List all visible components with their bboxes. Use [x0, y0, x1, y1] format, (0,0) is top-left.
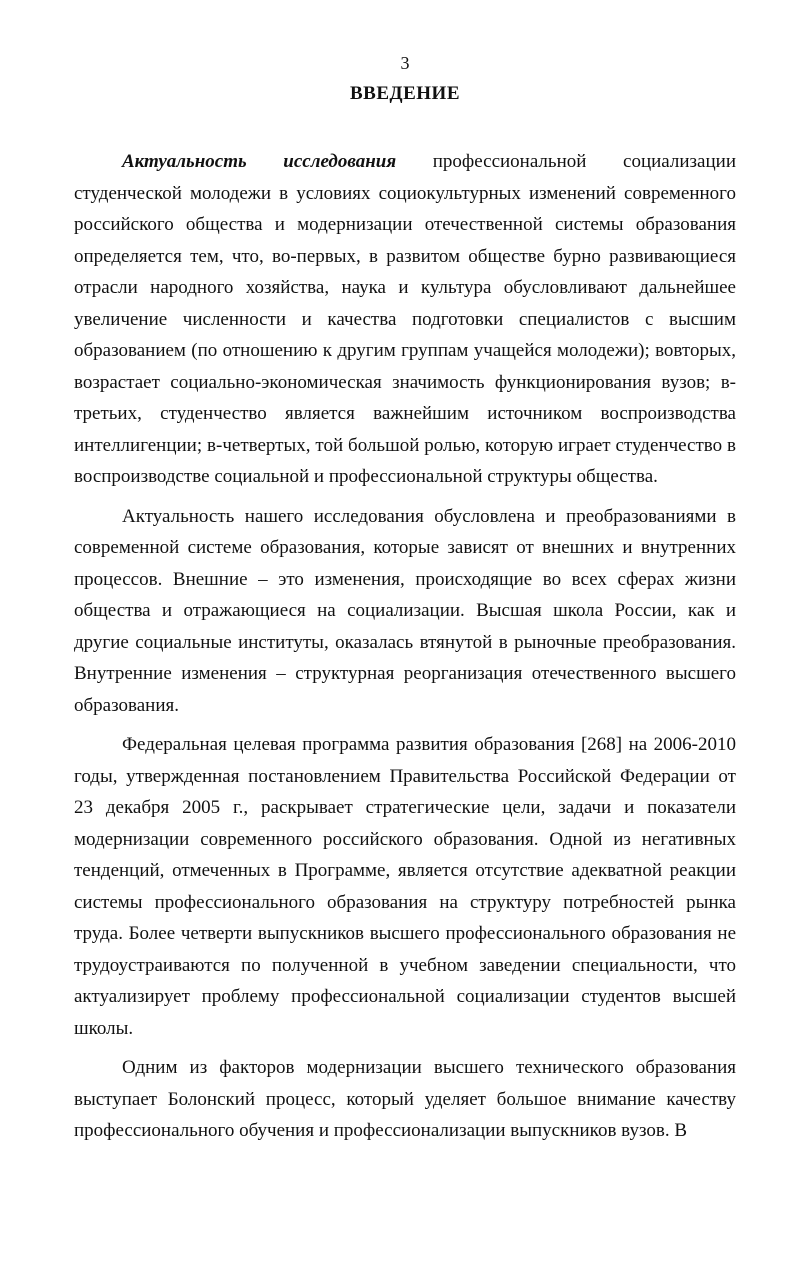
paragraph-text: профессиональной социализации студенческой молодежи в условиях социокультурных изменений современного российского общества и модернизации отечественной системы образования определяется тем, что, во-первых, в развитом обществе бурно развивающиеся отрасли народного хозяйства, наука и культура обусловливают дальнейшее увеличение численности и качества подготовки специалистов с высшим образованием (по отношению к другим группам учащейся молодежи); вовторых, возрастает социально-экономическая значимость функционирования вузов; в-третьих, студенчество является важнейшим источником воспроизводства интеллигенции; в-четвертых, той большой ролью, которую играет студенчество в воспроизводстве социальной и профессиональной структуры общества.: [74, 151, 736, 487]
section-heading: ВВЕДЕНИЕ: [350, 83, 460, 104]
paragraph-bologna-process: Одним из факторов модернизации высшего технического образования выступает Болонский процесс, который уделяет большое внимание качеству профессионального обучения и профессионализации выпускников вузов. В: [74, 1057, 736, 1141]
paragraph-transformations: Актуальность нашего исследования обусловлена и преобразованиями в современной системе образования, которые зависят от внешних и внутренних процессов. Внешние – это изменения, происходящие во всех сферах жизни общества и отражающиеся на социализации. Высшая школа России, как и другие социальные институты, оказалась втянутой в рыночные преобразования. Внутренние изменения – структурная реорганизация отечественного высшего образования.: [74, 505, 736, 716]
page-number: 3: [400, 53, 410, 73]
document-page: [74, 52, 736, 1155]
paragraph-relevance: [74, 146, 736, 493]
paragraph-lead-term: Актуальность исследования: [122, 151, 397, 172]
paragraph-federal-program: Федеральная целевая программа развития образования [268] на 2006-2010 годы, утвержденная постановлением Правительства Российской Федерации от 23 декабря 2005 г., раскрывает стратегические цели, задачи и показатели модернизации современного российского образования. Одной из негативных тенденций, отмеченных в Программе, является отсутствие адекватной реакции системы профессионального образования на структуру потребностей рынка труда. Более четверти выпускников высшего профессионального образования не трудоустраиваются по полученной в учебном заведении специальности, что актуализирует проблему профессиональной социализации студентов высшей школы.: [74, 734, 736, 1039]
